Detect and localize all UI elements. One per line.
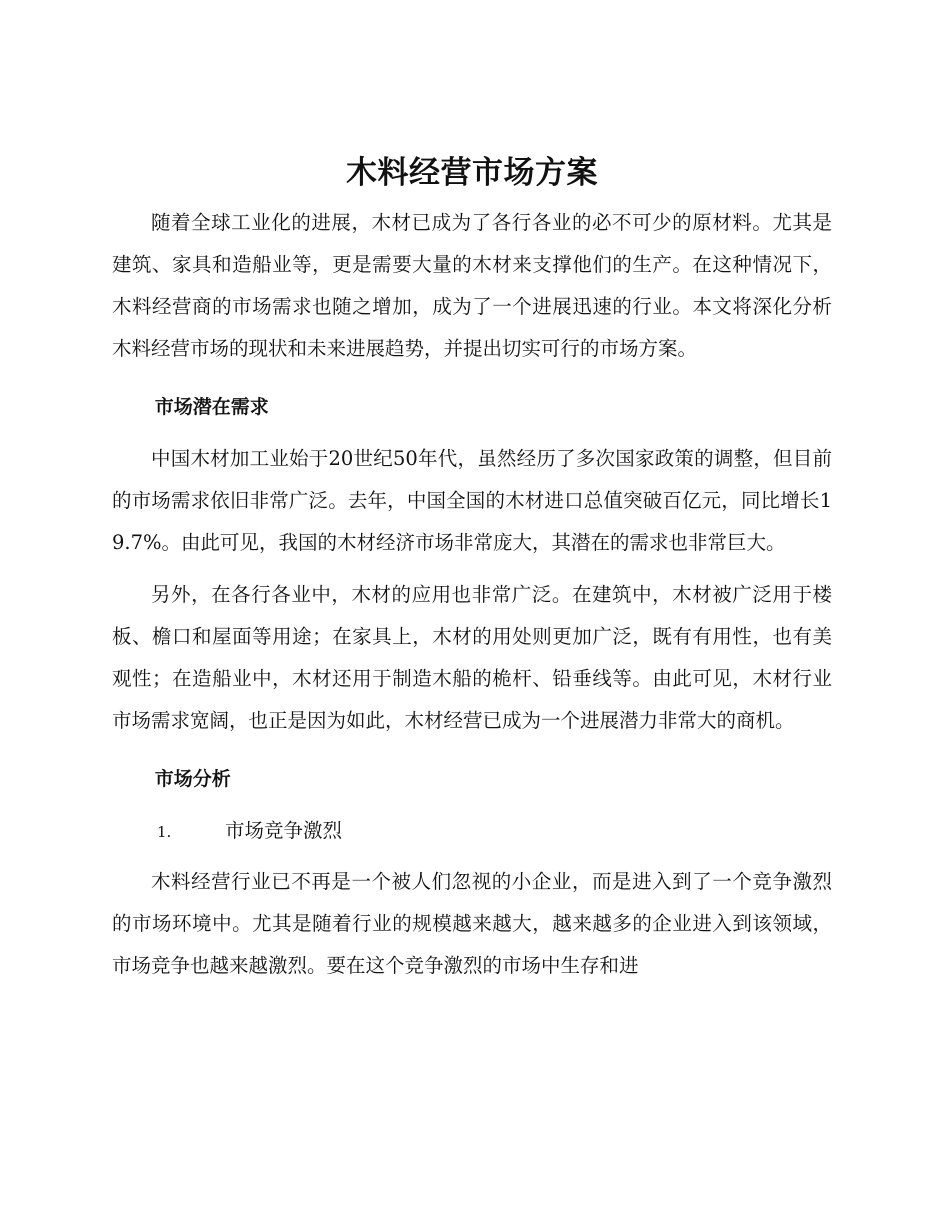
market-demand-paragraph-2: 另外，在各行各业中，木材的应用也非常广泛。在建筑中，木材被广泛用于楼板、檐口和屋面等用途；在家具上，木材的用处则更加广泛，既有有用性，也有美观性；在造船业中，木材还用于制造木船的桅杆、铅垂线等。由此可见，木材行业市场需求宽阔，也正是因为如此，木材经营已成为一个进展潜力非常大的商机。	[112, 583, 832, 732]
market-analysis-paragraph-1: 木料经营行业已不再是一个被人们忽视的小企业，而是进入到了一个竞争激烈的市场环境中。尤其是随着行业的规模越来越大，越来越多的企业进入到该领域，市场竞争也越来越激烈。要在这个竞争激烈的市场中生存和进	[112, 870, 832, 977]
list-item-competition	[112, 810, 832, 853]
intro-paragraph: 随着全球工业化的进展，木材已成为了各行各业的必不可少的原材料。尤其是建筑、家具和造船业等，更是需要大量的木材来支撑他们的生产。在这种情况下，木料经营商的市场需求也随之增加，成为了一个进展迅速的行业。本文将深化分析木料经营市场的现状和未来进展趋势，并提出切实可行的市场方案。	[112, 211, 832, 360]
market-demand-paragraph-1: 中国木材加工业始于20世纪50年代，虽然经历了多次国家政策的调整，但目前的市场需求依旧非常广泛。去年，中国全国的木材进口总值突破百亿元，同比增长19.7%。由此可见，我国的木材经济市场非常庞大，其潜在的需求也非常巨大。	[112, 447, 832, 554]
list-item-number: 1.	[157, 823, 172, 841]
list-item-label: 市场竞争激烈	[225, 819, 343, 842]
section-heading-market-analysis: 市场分析	[154, 768, 231, 790]
section-heading-market-demand: 市场潜在需求	[154, 396, 269, 418]
document-title: 木料经营市场方案	[346, 155, 598, 191]
document-page	[112, 148, 832, 987]
